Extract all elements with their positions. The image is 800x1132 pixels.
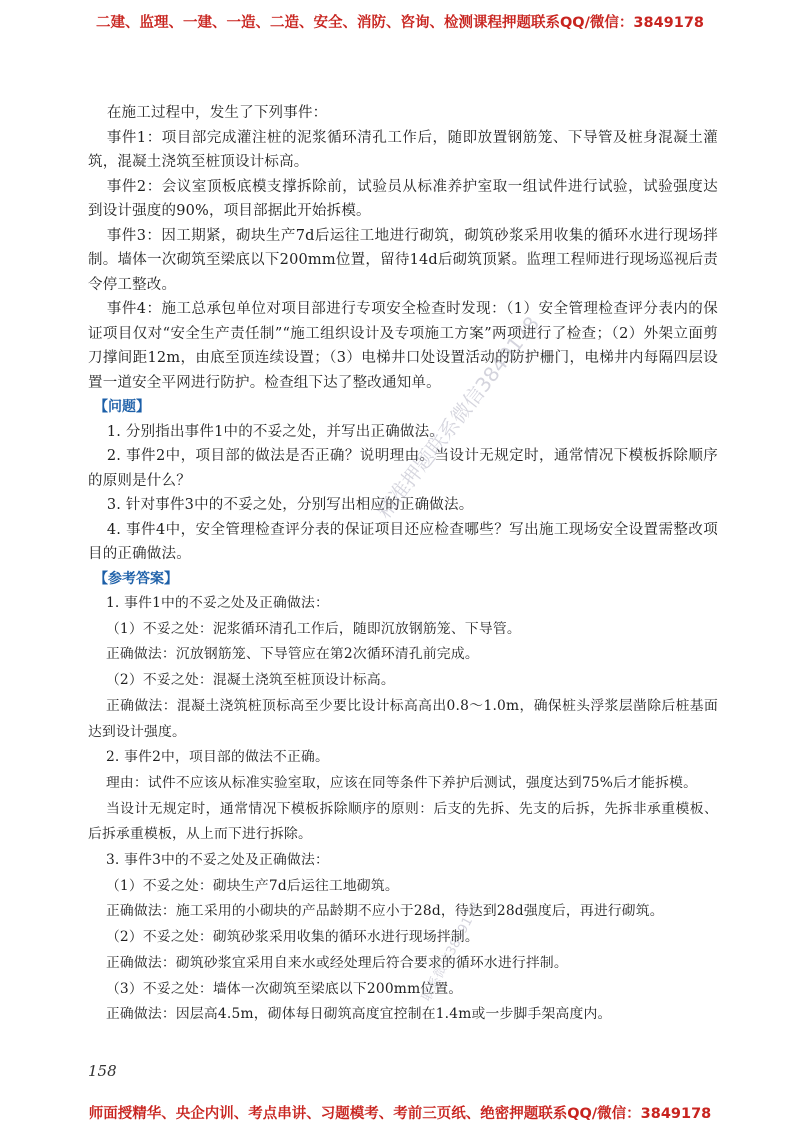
answer-line: （2）不妥之处：混凝土浇筑至桩顶设计标高。 (105, 672, 395, 689)
answer-line: 正确做法：因层高4.5m，砌体每日砌筑高度宜控制在1.4m或一步脚手架高度内。 (105, 1006, 612, 1023)
answer-line: 3. 事件3中的不妥之处及正确做法： (105, 852, 330, 869)
answer-line: 正确做法：沉放钢筋笼、下导管应在第2次循环清孔前完成。 (105, 646, 479, 663)
answer-line: 理由：试件不应该从标准实验室取，应该在同等条件下养护后测试，强度达到75%后才能拆模。 (105, 774, 698, 791)
answers-body (88, 591, 718, 1028)
question-4: 4. 事件4中，安全管理检查评分表的保证项目还应检查哪些？写出施工现场安全设置需整改项目的正确做法。 (88, 521, 718, 562)
answer-line: 正确做法：砌筑砂浆宜采用自来水或经处理后符合要求的循环水进行拌制。 (105, 954, 568, 971)
watermark: 精准押题联系微信3849178 (371, 311, 544, 523)
answer-line: （2）不妥之处：砌筑砂浆采用收集的循环水进行现场拌制。 (105, 929, 479, 946)
question-2: 2. 事件2中，项目部的做法是否正确？说明理由。当设计无规定时，通常情况下模板拆除顺序的原则是什么？ (88, 448, 718, 489)
answer-line: （1）不妥之处：砌块生产7d后运往工地砌筑。 (105, 877, 399, 894)
top-banner: 二建、监理、一建、一造、二造、安全、消防、咨询、检测课程押题联系QQ/微信：3849178 (95, 15, 705, 31)
watermark: 联系微信3849178 (419, 899, 484, 1004)
answer-line: （3）不妥之处：墙体一次砌筑至梁底以下200mm位置。 (105, 980, 463, 997)
event-4: 事件4：施工总承包单位对项目部进行专项安全检查时发现：（1）安全管理检查评分表内的保证项目仅对“安全生产责任制”“施工组织设计及专项施工方案”两项进行了检查；（2）外架立面剪刀撑间距12m，由底至顶连续设置；（3）电梯井口处设置活动的防护栅门，电梯井内每隔四层设置一道安全平网进行防护。检查组下达了整改通知单。 (88, 301, 718, 391)
questions-heading: 【问题】 (94, 399, 150, 415)
bottom-banner: 师面授精华、央企内训、考点串讲、习题模考、考前三页纸、绝密押题联系QQ/微信：3849178 (88, 1106, 712, 1122)
answer-line: 正确做法：施工采用的小砌块的产品龄期不应小于28d，待达到28d强度后，再进行砌筑。 (105, 903, 664, 920)
question-3: 3. 针对事件3中的不妥之处，分别写出相应的正确做法。 (106, 497, 474, 513)
event-2: 事件2：会议室顶板底模支撑拆除前，试验员从标准养护室取一组试件进行试验，试验强度达到设计强度的90%，项目部据此开始拆模。 (88, 178, 718, 219)
answer-line: 1. 事件1中的不妥之处及正确做法： (105, 595, 330, 611)
answer-line: 2. 事件2中，项目部的做法不正确。 (105, 749, 330, 766)
question-1: 1. 分别指出事件1中的不妥之处，并写出正确做法。 (106, 423, 445, 440)
answers-heading: 【参考答案】 (94, 570, 178, 587)
page-content (88, 101, 718, 1028)
intro-text: 在施工过程中，发生了下列事件： (106, 105, 328, 121)
event-3: 事件3：因工期紧，砌块生产7d后运往工地进行砌筑，砌筑砂浆采用收集的循环水进行现场拌制。墙体一次砌筑至梁底以下200mm位置，留待14d后砌筑顶紧。监理工程师进行现场巡视后责令停工整改。 (88, 227, 718, 293)
answer-line: （1）不妥之处：泥浆循环清孔工作后，随即沉放钢筋笼、下导管。 (105, 620, 521, 637)
page-number: 158 (88, 1062, 117, 1080)
answer-line: 正确做法：混凝土浇筑桩顶标高至少要比设计标高高出0.8～1.0m，确保桩头浮浆层凿除后桩基面达到设计强度。 (88, 697, 718, 740)
event-1: 事件1：项目部完成灌注桩的泥浆循环清孔工作后，随即放置钢筋笼、下导管及桩身混凝土灌筑，混凝土浇筑至桩顶设计标高。 (88, 129, 718, 170)
answer-line: 当设计无规定时，通常情况下模板拆除顺序的原则：后支的先拆、先支的后拆，先拆非承重模板、后拆承重模板，从上而下进行拆除。 (88, 800, 718, 843)
